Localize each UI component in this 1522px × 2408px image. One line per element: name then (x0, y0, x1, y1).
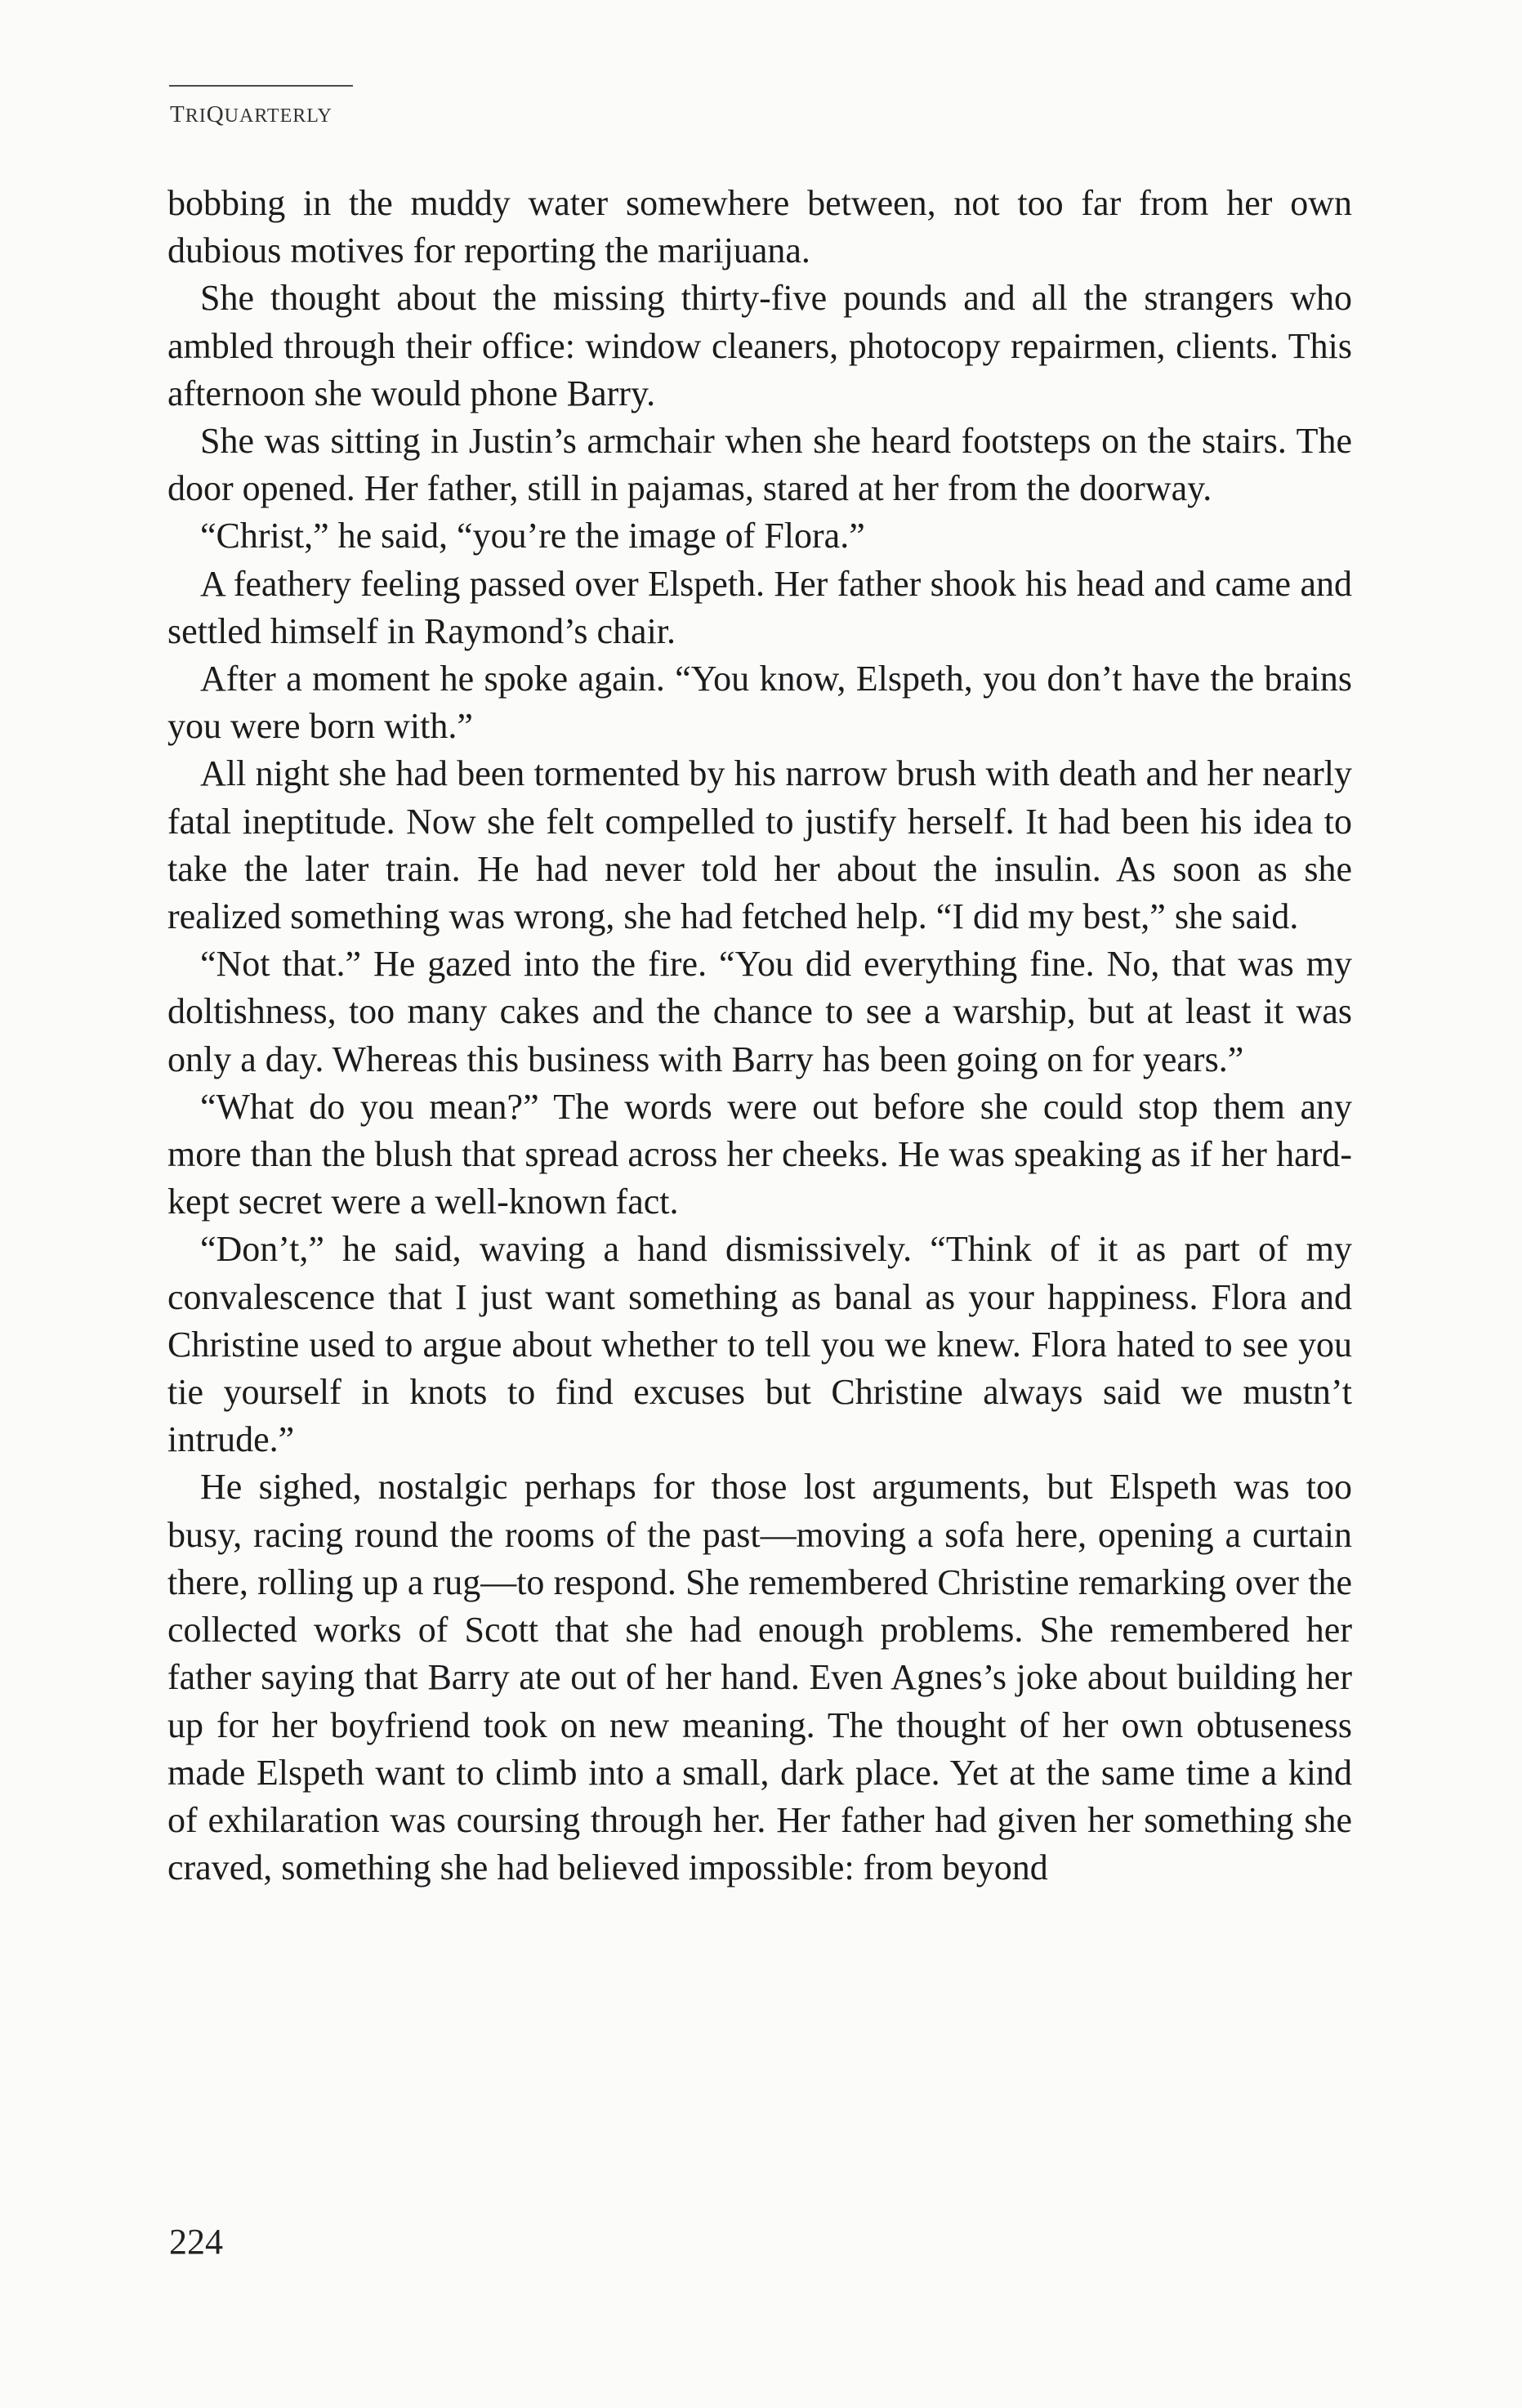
body-text (167, 180, 1352, 1892)
paragraph: “What do you mean?” The words were out before she could stop them any more than the blush that spread across her cheeks. He was speaking as if her hard-kept secret were a well-known fact. (167, 1086, 1352, 1222)
paragraph: She thought about the missing thirty-five pounds and all the strangers who ambled through their office: window cleaners, photocopy repairmen, clients. This afternoon she would phone Barry. (167, 278, 1352, 413)
paragraph: He sighed, nostalgic perhaps for those lost arguments, but Elspeth was too busy, racing round the rooms of the past—moving a sofa here, opening a curtain there, rolling up a rug—to respond. She remembered Christine remarking over the collected works of Scott that she had enough problems. She remembered her father saying that Barry ate out of her hand. Even Agnes’s joke about building her up for her boyfriend took on new meaning. The thought of her own obtuseness made Elspeth want to climb into a small, dark place. Yet at the same time a kind of exhilaration was coursing through her. Her father had given her something she craved, something she had believed impossible: from beyond (167, 1467, 1352, 1888)
running-head-q: Q (206, 101, 225, 127)
paragraph: “Christ,” he said, “you’re the image of Flora.” (200, 516, 865, 556)
paragraph: All night she had been tormented by his narrow brush with death and her nearly fatal ineptitude. Now she felt compelled to justify herself. It had been his idea to take the later train. He had never told her about the insulin. As soon as she realized something was wrong, she had fetched help. “I did my best,” she said. (167, 753, 1352, 937)
paragraph: “Don’t,” he said, waving a hand dismissively. “Think of it as part of my convalescence that I just want something as banal as your happiness. Flora and Christine used to argue about whether to tell you we knew. Flora hated to see you tie yourself in knots to find excuses but Christine always said we mustn’t intrude.” (167, 1229, 1352, 1460)
paragraph: “Not that.” He gazed into the fire. “You did everything fine. No, that was my doltishness, too many cakes and the chance to see a warship, but at least it was only a day. Whereas this business with Barry has been going on for years.” (167, 944, 1352, 1079)
running-head-part-b: UARTERLY (224, 105, 333, 127)
paragraph: bobbing in the muddy water somewhere between, not too far from her own dubious motives for reporting the marijuana. (167, 183, 1352, 271)
header-rule (169, 85, 353, 87)
running-head (170, 101, 333, 128)
page-number: 224 (169, 2222, 223, 2262)
paragraph: A feathery feeling passed over Elspeth. Her father shook his head and came and settled himself in Raymond’s chair. (167, 563, 1352, 651)
paragraph: After a moment he spoke again. “You know, Elspeth, you don’t have the brains you were born with.” (167, 659, 1352, 747)
running-head-part-a: RI (185, 105, 207, 127)
running-head-initial: T (170, 101, 185, 127)
paragraph: She was sitting in Justin’s armchair when she heard footsteps on the stairs. The door opened. Her father, still in pajamas, stared at her from the doorway. (167, 421, 1352, 509)
